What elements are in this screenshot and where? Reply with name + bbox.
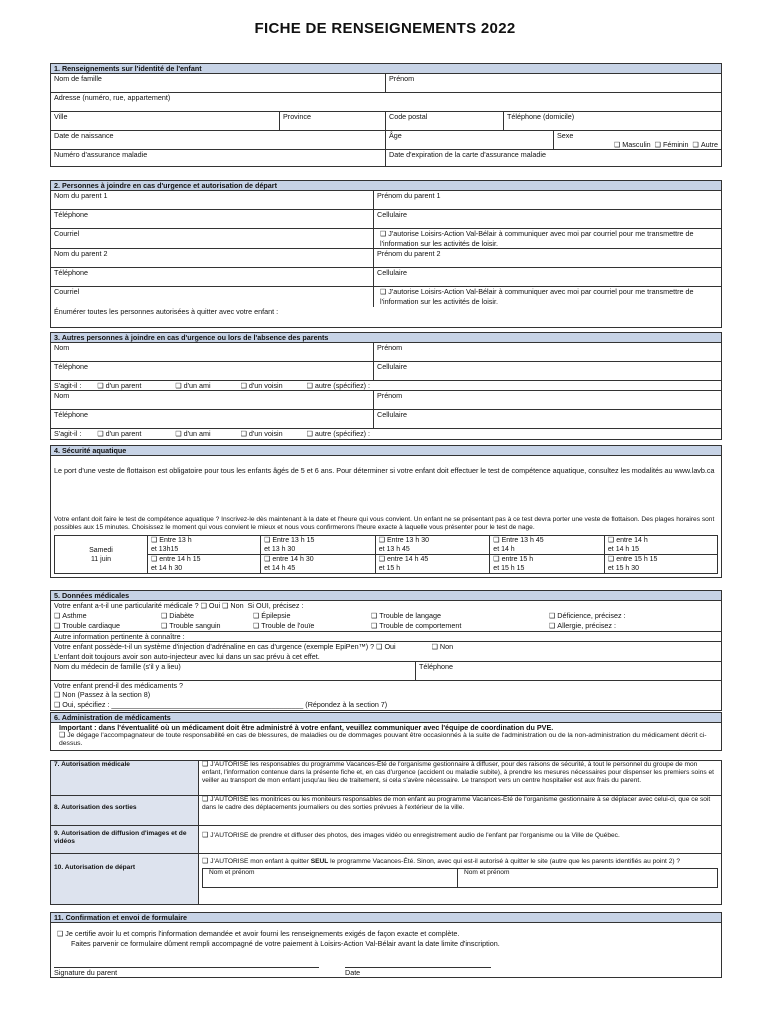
health-expiry-field[interactable]: Date d'expiration de la carte d'assurance maladie [385,150,721,166]
parent1-cell-field[interactable]: Cellulaire [373,210,721,228]
departure-person1-field[interactable]: Nom et prénom [203,869,458,887]
language-disorder-checkbox[interactable]: ❑ Trouble de langage [371,611,549,621]
section-medical: 5. Données médicales Votre enfant a-t-il une particularité médicale ? ❑ Oui ❑ Non Si OUI, précisez : ❑ Asthme ❑ Diabète ❑ Épilepsie ❑ Trouble de langage ❑ Déficience, précisez : ❑ Trouble cardiaque ❑ Trouble sanguin ❑ Trouble de l'ouïe ❑ Trouble de comportement ❑ Allergie, précisez : Autre information pertinente à connaître : Votre enfant possède-t-il un système d'injection d'adrénaline en cas d'urgence (exemple EpiPen™) ? ❑ Oui❑ Non L'enfant doit toujours avoir son auto-injecteur avec lui dans un sac prévu à cet effet. Nom du médecin de famille (s'il y a lieu) Téléphone Votre enfant prend-il des médicaments ? ❑ Non (Passez à la section 8) ❑ Oui, spécifiez : ________________________________________________ (Répondez à la section 7) [50,590,722,711]
city-field[interactable]: Ville [54,112,68,121]
slot-1415[interactable]: ❑ entre 14 h 15 et 14 h 30 [148,555,261,574]
contact1-cell-field[interactable]: Cellulaire [373,362,721,380]
parent1-firstname-field[interactable]: Prénom du parent 1 [373,191,721,209]
sex-male-checkbox[interactable]: ❑ Masculin [614,140,651,149]
contact2-other-checkbox[interactable]: ❑ autre (spécifiez) : [307,429,370,438]
contact2-friend-checkbox[interactable]: ❑ d'un ami [175,429,210,438]
outings-authorization-label: 8. Autorisation des sorties [51,796,198,825]
contact1-parent-checkbox[interactable]: ❑ d'un parent [97,381,141,390]
departure-authorization-checkbox[interactable]: ❑ J'AUTORISE mon enfant à quitter SEUL le programme Vacances-Été. Sinon, avec qui est-il autorisé à quitter le site (autre que les parents identifiés au point 2) ? [202,858,718,866]
slot-1500[interactable]: ❑ entre 15 h et 15 h 15 [490,555,605,574]
parent2-email-field[interactable]: Courriel [54,287,80,296]
certification-checkbox[interactable]: ❑ Je certifie avoir lu et compris l'information demandée et avoir fourni les renseignements exigés de façon exacte et complète. [57,929,718,939]
section-2-header: 2. Personnes à joindre en cas d'urgence et autorisation de départ [51,181,721,191]
date-line[interactable] [345,967,491,968]
media-authorization-checkbox[interactable]: ❑ J'AUTORISE de prendre et diffuser des photos, des images vidéo ou enregistrement audio de l'enfant par l'organisme ou la Ville de Québec. [198,826,721,853]
sex-female-checkbox[interactable]: ❑ Féminin [655,140,689,149]
contact1-friend-checkbox[interactable]: ❑ d'un ami [175,381,210,390]
aquatic-schedule-table [54,535,718,574]
departure-person2-field[interactable]: Nom et prénom [464,868,510,876]
slot-1430[interactable]: ❑ entre 14 h 30 et 14 h 45 [261,555,376,574]
health-number-field[interactable]: Numéro d'assurance maladie [54,150,148,159]
section-authorizations [50,760,722,905]
section-1-header: 1. Renseignements sur l'identité de l'enfant [51,64,721,74]
allergy-checkbox[interactable]: ❑ Allergie, précisez : [549,621,616,631]
aquatic-test-info: Votre enfant doit faire le test de compétence aquatique ? Inscrivez-le dès maintenant à la date et l'heure qui vous convient. Un enfant ne se présentant pas à ce test devra porter une veste de flottaison. Des plages horaires sont possibles aux 15 minutes. Choisissez le moment qui vous convient le mieux et nous vous confirmerons l'heure exacte à laquelle vous présenter pour le test de nage. [54,516,715,531]
parent2-cell-field[interactable]: Cellulaire [373,268,721,286]
address-field[interactable]: Adresse (numéro, rue, appartement) [54,93,171,102]
slot-1515[interactable]: ❑ entre 15 h 15 et 15 h 30 [604,555,717,574]
parent2-phone-field[interactable]: Téléphone [54,268,88,277]
epilepsy-checkbox[interactable]: ❑ Épilepsie [253,611,371,621]
contact2-phone-field[interactable]: Téléphone [54,410,88,419]
contact2-firstname-field[interactable]: Prénom [373,391,721,409]
home-phone-field[interactable]: Téléphone (domicile) [503,112,721,130]
contact2-cell-field[interactable]: Cellulaire [373,410,721,428]
medical-yes-checkbox[interactable]: ❑ Oui [201,601,220,610]
birth-date-field[interactable]: Date de naissance [54,131,114,140]
parent1-phone-field[interactable]: Téléphone [54,210,88,219]
medical-authorization-label: 7. Autorisation médicale [51,761,198,795]
sex-field: Sexe ❑ Masculin ❑ Féminin ❑ Autre [553,131,721,149]
epipen-yes-checkbox[interactable]: ❑ Oui [376,642,395,651]
age-field[interactable]: Âge [385,131,553,149]
diabetes-checkbox[interactable]: ❑ Diabète [161,611,253,621]
parent1-email-field[interactable]: Courriel [54,229,80,238]
medical-no-checkbox[interactable]: ❑ Non [222,601,243,610]
contact2-neighbor-checkbox[interactable]: ❑ d'un voisin [241,429,283,438]
sex-other-checkbox[interactable]: ❑ Autre [693,140,718,149]
page-title: FICHE DE RENSEIGNEMENTS 2022 [254,20,516,37]
submission-instructions: Faites parvenir ce formulaire dûment rempli accompagné de votre paiement à Loisirs-Action Val-Bélair avant la date limite d'inscription. [71,939,500,948]
slot-1330[interactable]: ❑ Entre 13 h 30 et 13 h 45 [375,536,490,555]
doctor-phone-field[interactable]: Téléphone [415,662,721,680]
contact1-relation: S'agit-il : ❑ d'un parent ❑ d'un ami ❑ d'un voisin ❑ autre (spécifiez) : [51,381,721,390]
section-emergency [50,180,722,328]
first-name-field[interactable]: Prénom [385,74,721,92]
postal-code-field[interactable]: Code postal [385,112,503,130]
section-confirmation [50,912,722,978]
slot-1445[interactable]: ❑ entre 14 h 45 et 15 h [375,555,490,574]
contact1-name-field[interactable]: Nom [54,343,70,352]
last-name-field[interactable]: Nom de famille [54,74,102,83]
contact1-other-checkbox[interactable]: ❑ autre (spécifiez) : [307,381,370,390]
section-medication-admin [50,712,722,751]
section-5-header: 5. Données médicales [51,591,721,601]
contact1-phone-field[interactable]: Téléphone [54,362,88,371]
liability-release-checkbox[interactable]: ❑ Je dégage l'accompagnateur de toute responsabilité en cas de blessures, de maladies ou de dommages pouvant être occasionnés à la suite de l'administration ou de la non-administration du médicament décrit ci-dessus. [59,732,718,748]
contact2-name-field[interactable]: Nom [54,391,70,400]
departure-authorization-label: 10. Autorisation de départ [51,854,198,904]
signature-label: Signature du parent [54,968,118,977]
contact1-neighbor-checkbox[interactable]: ❑ d'un voisin [241,381,283,390]
medication-important: Important : dans l'éventualité où un médicament doit être administré à votre enfant, veuillez communiquer avec l'équipe de coordination du PVE. [59,723,554,732]
slot-1345[interactable]: ❑ Entre 13 h 45 et 14 h [490,536,605,555]
parent1-name-field[interactable]: Nom du parent 1 [54,191,108,200]
no-medication-checkbox[interactable]: ❑ Non (Passez à la section 8) [54,690,718,700]
behavior-disorder-checkbox[interactable]: ❑ Trouble de comportement [371,621,549,631]
blood-disorder-checkbox[interactable]: ❑ Trouble sanguin [161,621,253,631]
parent2-name-field[interactable]: Nom du parent 2 [54,249,108,258]
contact1-firstname-field[interactable]: Prénom [373,343,721,361]
authorized-persons-field[interactable]: Énumérer toutes les personnes autorisées à quitter avec votre enfant : [54,307,279,316]
parent2-email-consent-checkbox[interactable]: ❑ J'autorise Loisirs-Action Val-Bélair à communiquer avec moi par courriel pour me transmettre de l'information sur les activités de loisir. [373,287,721,307]
epipen-no-checkbox[interactable]: ❑ Non [432,642,453,651]
outings-authorization-checkbox[interactable]: ❑ J'AUTORISE les monitrices ou les moniteurs responsables de mon enfant au programme Vacances-Été de l'organisme gestionnaire à se déplacer avec celui-ci, que ce soit dans le cadre des déplacements journaliers ou des sorties prévues à l'extérieur de la ville. [198,796,721,825]
date-label: Date [345,968,361,977]
section-identity [50,63,722,167]
contact2-relation: S'agit-il : ❑ d'un parent ❑ d'un ami ❑ d'un voisin ❑ autre (spécifiez) : [51,429,721,439]
media-authorization-label: 9. Autorisation de diffusion d'images et de vidéos [51,826,198,853]
heart-disorder-checkbox[interactable]: ❑ Trouble cardiaque [54,621,161,631]
doctor-name-field[interactable]: Nom du médecin de famille (s'il y a lieu) [54,662,181,671]
other-info-field[interactable]: Autre information pertinente à connaître : [51,632,721,642]
asthma-checkbox[interactable]: ❑ Asthme [54,611,161,621]
contact2-parent-checkbox[interactable]: ❑ d'un parent [97,429,141,438]
province-field[interactable]: Province [279,112,385,130]
section-aquatic-safety [50,445,722,578]
parent2-firstname-field[interactable]: Prénom du parent 2 [373,249,721,267]
slot-1400[interactable]: ❑ entre 14 h et 14 h 15 [604,536,717,555]
section-6-header: 6. Administration de médicaments [51,713,721,723]
medical-authorization-checkbox[interactable]: ❑ J'AUTORISE les responsables du programme Vacances-Été de l'organisme gestionnaire à diffuser, pour des raisons de sécurité, à tout le personnel du groupe de mon enfant, l'information contenue dans la présente fiche et, en cas d'urgence (accident ou maladie subite), à prendre les mesures nécessaires pour dispenser les premiers soins et veiller au transport de mon enfant jusqu'au lieu de traitement, si cela s'avère nécessaire. Le transport vers un centre hospitalier est aux frais du parent. [198,761,721,795]
schedule-day: Samedi 11 juin [55,536,148,574]
slot-1300[interactable]: ❑ Entre 13 h et 13h15 [148,536,261,555]
yes-medication-checkbox[interactable]: ❑ Oui, spécifiez : ________________________________________________ (Répondez à la section 7) [54,700,718,710]
section-4-header: 4. Sécurité aquatique [51,446,721,456]
section-other-contacts [50,332,722,440]
deficiency-checkbox[interactable]: ❑ Déficience, précisez : [549,611,626,621]
section-3-header: 3. Autres personnes à joindre en cas d'urgence ou lors de l'absence des parents [51,333,721,343]
parent1-email-consent-checkbox[interactable]: ❑ J'autorise Loisirs-Action Val-Bélair à communiquer avec moi par courriel pour me transmettre de l'information sur les activités de loisir. [373,229,721,248]
slot-1315[interactable]: ❑ Entre 13 h 15 et 13 h 30 [261,536,376,555]
hearing-disorder-checkbox[interactable]: ❑ Trouble de l'ouïe [253,621,371,631]
section-11-header: 11. Confirmation et envoi de formulaire [51,913,721,923]
aquatic-intro: Le port d'une veste de flottaison est obligatoire pour tous les enfants âgés de 5 et 6 ans. Pour déterminer si votre enfant doit effectuer le test de compétence aquatique, consultez les modalités au www.lavb.ca [54,466,715,475]
